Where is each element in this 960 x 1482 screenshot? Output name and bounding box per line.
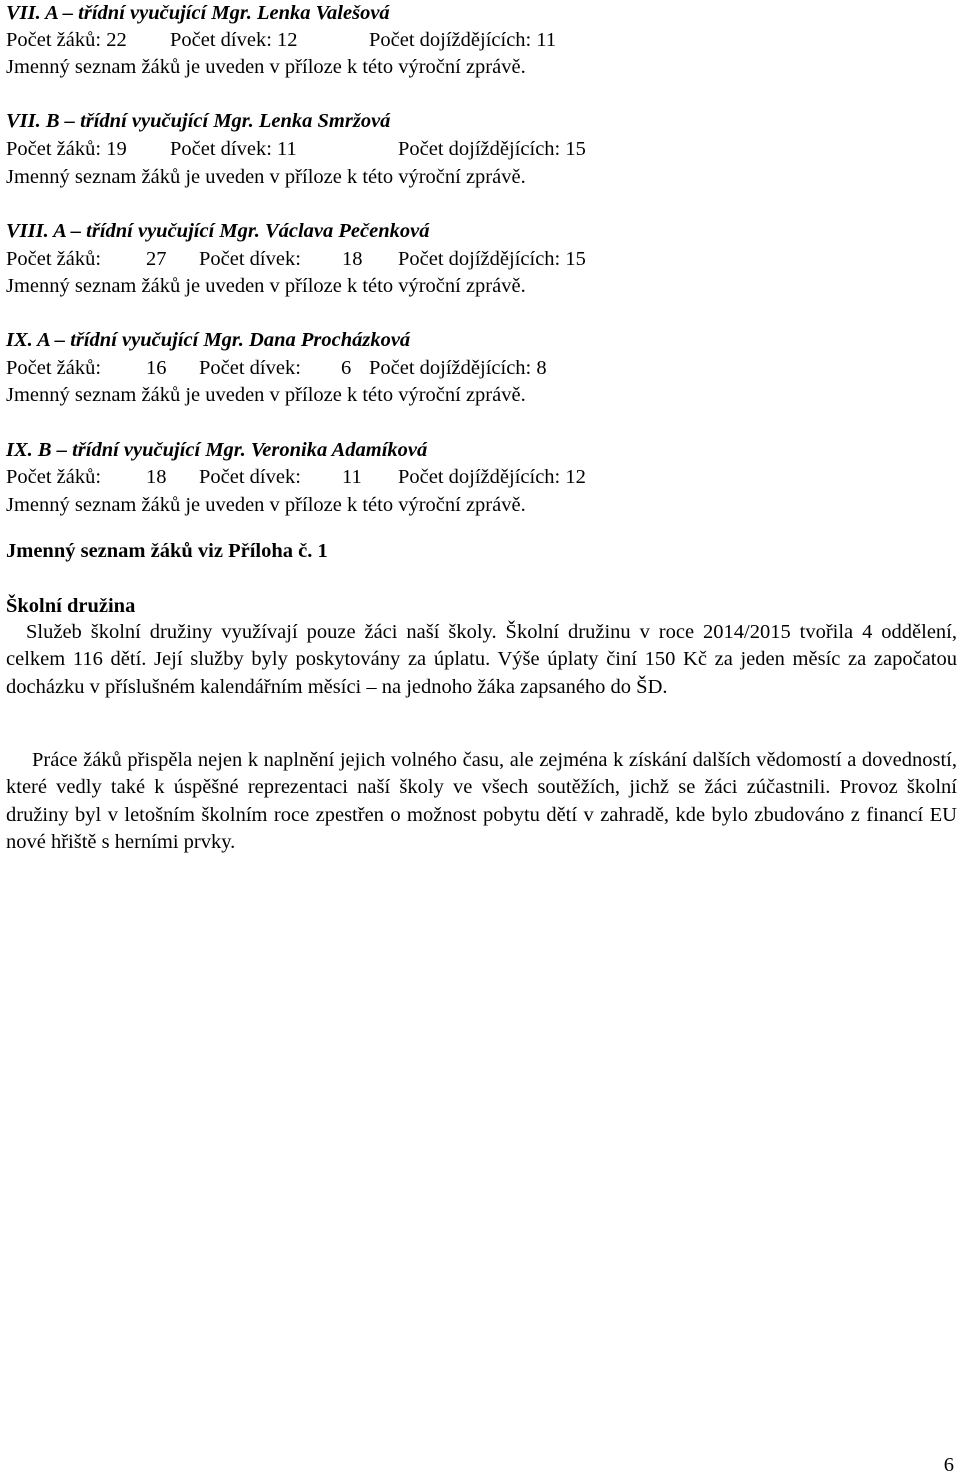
class-name: IX. A –: [6, 329, 71, 351]
section-heading: Školní družina: [6, 595, 136, 617]
section-paragraph: Práce žáků přispěla nejen k naplnění jejich volného času, ale zejména k získání dalších vědomostí a dovedností, které vedly také k úspěšné reprezentaci naší školy ve všech soutěžích, jichž se žáci zúčastnili. Provoz školní družiny byl v letošním školním roce zpestřen o možnost pobytu dětí v zahradě, kde bylo zbudováno z financí EU nové hřiště s herními prvky.: [6, 749, 957, 854]
class-list-note: Jmenný seznam žáků je uveden v příloze k této výroční zprávě.: [6, 56, 526, 78]
class-heading: [6, 0, 390, 26]
girls-count: Počet dívek: 12: [170, 29, 298, 51]
class-heading: [6, 437, 427, 463]
class-name: VII. A –: [6, 2, 79, 24]
class-stats-row: [6, 136, 956, 162]
girls-label: Počet dívek:: [199, 357, 301, 379]
girls-count: 18: [342, 248, 363, 270]
class-list-note: Jmenný seznam žáků je uveden v příloze k této výroční zprávě.: [6, 166, 526, 188]
commuters-count: Počet dojíždějících: 15: [398, 138, 586, 160]
class-teacher: třídní vyučující Mgr. Lenka Smržová: [80, 110, 391, 132]
class-stats-row: [6, 27, 956, 53]
class-name: VIII. A –: [6, 220, 87, 242]
girls-count: Počet dívek: 11: [170, 138, 297, 160]
class-name: IX. B –: [6, 439, 73, 461]
girls-label: Počet dívek:: [199, 248, 301, 270]
class-list-note: Jmenný seznam žáků je uveden v příloze k této výroční zprávě.: [6, 275, 526, 297]
girls-label: Počet dívek:: [199, 466, 301, 488]
class-stats-row: [6, 246, 956, 272]
class-heading: [6, 327, 410, 353]
section-paragraph: Služeb školní družiny využívají pouze žáci naší školy. Školní družinu v roce 2014/2015 tvořila 4 oddělení, celkem 116 dětí. Její služby byly poskytovány za úplatu. Výše úplaty činí 150 Kč za jeden měsíc za započatou docházku v příslušném kalendářním měsíci – na jednoho žáka zapsaného do ŠD.: [6, 621, 957, 698]
students-count: 16: [146, 357, 167, 379]
students-count: 18: [146, 466, 167, 488]
commuters-count: Počet dojíždějících: 15: [398, 248, 586, 270]
commuters-count: Počet dojíždějících: 11: [369, 29, 557, 51]
class-heading: [6, 108, 390, 134]
commuters-count: Počet dojíždějících: 8: [369, 357, 547, 379]
class-stats-row: [6, 464, 956, 490]
class-list-note: Jmenný seznam žáků je uveden v příloze k této výroční zprávě.: [6, 494, 526, 516]
appendix-note: Jmenný seznam žáků viz Příloha č. 1: [6, 540, 328, 562]
class-teacher: třídní vyučující Mgr. Veronika Adamíková: [72, 439, 428, 461]
class-teacher: třídní vyučující Mgr. Lenka Valešová: [78, 2, 390, 24]
class-stats-row: [6, 355, 956, 381]
students-count: Počet žáků: 19: [6, 138, 127, 160]
class-list-note: Jmenný seznam žáků je uveden v příloze k této výroční zprávě.: [6, 384, 526, 406]
class-teacher: třídní vyučující Mgr. Václava Pečenková: [86, 220, 430, 242]
commuters-count: Počet dojíždějících: 12: [398, 466, 586, 488]
students-label: Počet žáků:: [6, 248, 102, 270]
girls-count: 6: [341, 357, 352, 379]
students-count: Počet žáků: 22: [6, 29, 127, 51]
page-number: 6: [943, 1454, 954, 1476]
students-label: Počet žáků:: [6, 466, 102, 488]
class-teacher: třídní vyučující Mgr. Dana Procházková: [70, 329, 411, 351]
students-count: 27: [146, 248, 167, 270]
class-name: VII. B –: [6, 110, 81, 132]
girls-count: 11: [342, 466, 362, 488]
students-label: Počet žáků:: [6, 357, 102, 379]
class-heading: [6, 218, 429, 244]
